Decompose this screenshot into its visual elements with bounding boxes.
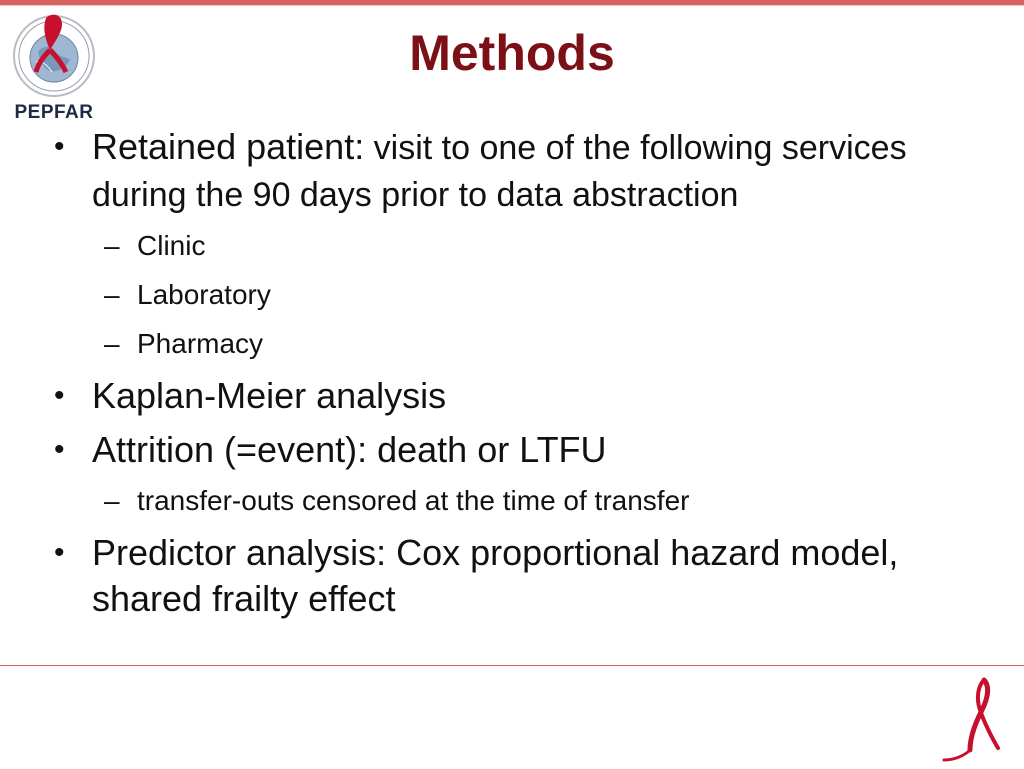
page-title: Methods <box>409 25 615 81</box>
logo-wordmark: PEPFAR <box>14 102 94 123</box>
top-accent-line <box>0 5 1024 6</box>
bullet-rest: visit to one of the following services during the 90 days prior to data abstraction <box>92 129 907 214</box>
sub-item-transfer-outs: – transfer-outs censored at the time of transfer <box>52 481 1002 521</box>
sub-item-clinic: – Clinic <box>52 226 1002 266</box>
bullet-item-kaplan-meier <box>52 373 1002 419</box>
footer-divider <box>0 665 1024 666</box>
bullet-list <box>52 124 1002 630</box>
bullet-item-attrition <box>52 427 1002 473</box>
bullet-lead: Kaplan-Meier analysis <box>92 375 447 416</box>
sub-item-pharmacy: – Pharmacy <box>52 324 1002 364</box>
sub-item-laboratory: – Laboratory <box>52 275 1002 315</box>
ribbon-logo <box>936 676 1006 764</box>
bullet-item-retained-patient <box>52 124 1002 218</box>
bullet-item-predictor-analysis <box>52 530 1002 622</box>
red-ribbon-icon <box>936 676 1006 764</box>
bullet-lead: Predictor analysis: Cox proportional hazard model, shared frailty effect <box>92 532 899 619</box>
bullet-lead: Attrition (=event): death or LTFU <box>92 429 607 470</box>
bullet-lead: Retained patient: <box>92 126 365 167</box>
